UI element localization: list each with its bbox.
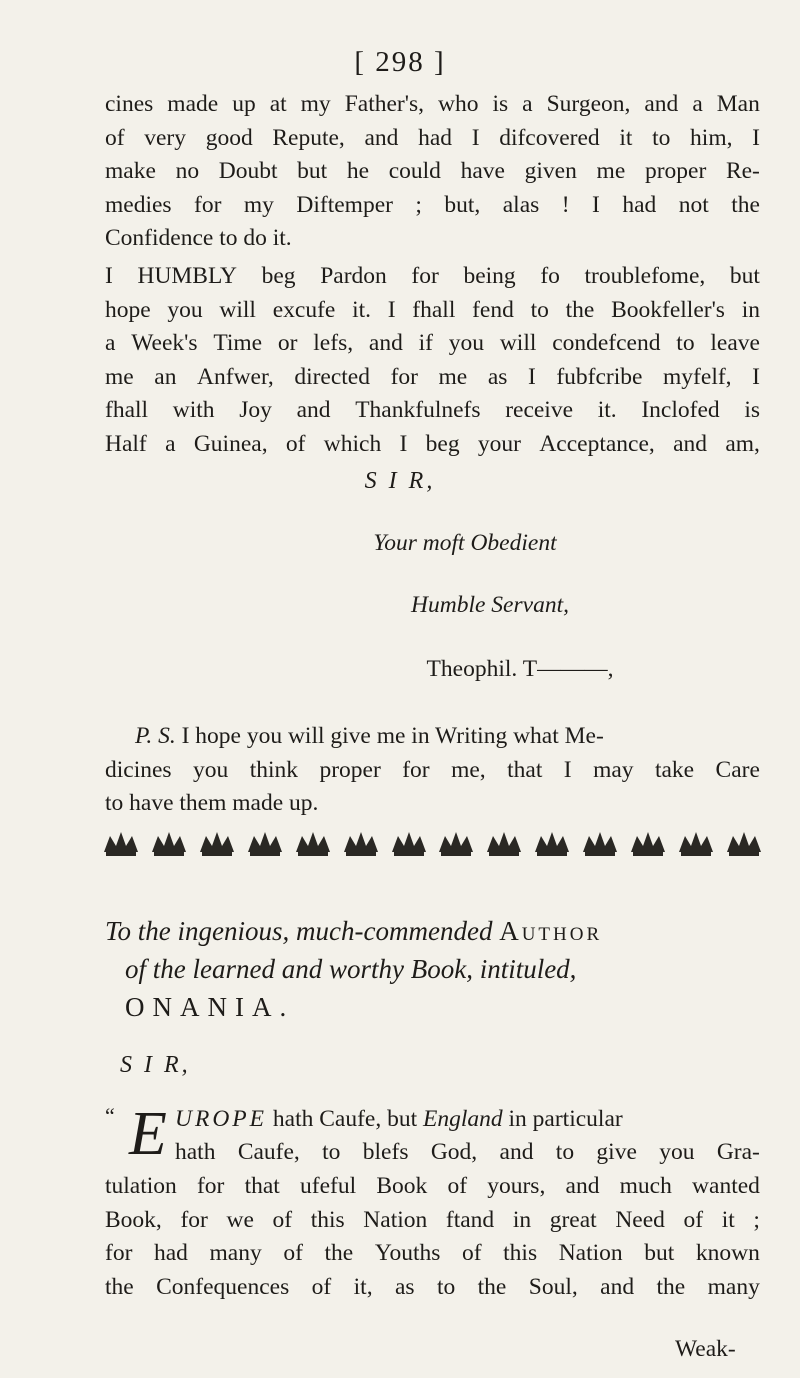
word: Book,	[105, 1206, 162, 1233]
word: give	[596, 1139, 637, 1165]
word: yours,	[487, 1173, 546, 1199]
text-line: Confidence to do it.	[105, 225, 292, 251]
word: Time	[213, 330, 263, 356]
word: troublefome,	[584, 263, 706, 289]
word: to	[555, 1139, 575, 1165]
word: an	[154, 363, 177, 390]
word: proper	[319, 756, 381, 783]
word: and	[644, 91, 679, 117]
word: me	[105, 363, 134, 390]
crown-ornament-icon	[388, 828, 430, 858]
word: me,	[451, 756, 486, 783]
text-line	[105, 155, 760, 189]
word: of	[283, 1240, 303, 1266]
word: Nation	[558, 1240, 623, 1266]
word: of	[461, 1240, 482, 1266]
ps-line-text: I hope you will give me in Writing what Me-	[175, 723, 604, 749]
crown-ornament-icon	[148, 828, 190, 858]
word: for	[411, 263, 439, 289]
word: no	[175, 158, 200, 184]
word: ufeful	[300, 1173, 357, 1199]
text-line	[105, 189, 760, 223]
word: will	[499, 330, 537, 356]
word: made	[167, 91, 219, 117]
word: Caufe,	[237, 1139, 300, 1165]
word: to	[530, 296, 549, 323]
letter-2-opening	[105, 1100, 760, 1170]
text-line	[105, 394, 760, 428]
text-line	[105, 361, 760, 395]
word: in	[741, 296, 760, 323]
text-line	[105, 122, 760, 156]
crown-ornament-icon	[196, 828, 238, 858]
word: and	[368, 330, 403, 356]
word: Anfwer,	[197, 363, 274, 390]
word: may	[593, 756, 634, 783]
word: it,	[353, 1273, 373, 1300]
word: Thankfulnefs	[355, 397, 481, 423]
heading-line-1	[105, 912, 765, 950]
word: fubfcribe	[556, 363, 643, 390]
word: and	[364, 124, 399, 151]
text-fragment: hath Caufe, but	[267, 1106, 418, 1132]
crown-ornament-icon	[483, 828, 525, 858]
word: you	[448, 330, 485, 356]
word: which	[323, 430, 382, 457]
text-line	[105, 1170, 760, 1204]
word: Diftemper	[296, 191, 393, 218]
text-line: to have them made up.	[105, 790, 319, 816]
word: who	[437, 91, 479, 117]
word: the	[565, 296, 595, 323]
word: as	[394, 1273, 415, 1300]
crown-ornament-icon	[100, 828, 142, 858]
word: fo	[540, 263, 560, 289]
heading-author: Author	[499, 916, 603, 946]
word: Acceptance,	[539, 430, 655, 457]
word: you	[167, 296, 203, 323]
word: Gra-	[716, 1139, 760, 1165]
word: is	[744, 397, 760, 423]
word: Nation	[363, 1206, 428, 1233]
heading-line-3: ONANIA.	[125, 992, 295, 1022]
word: receive	[505, 397, 574, 423]
word: this	[310, 1206, 345, 1233]
word: a	[165, 430, 176, 457]
word: I	[399, 430, 408, 457]
heading-italic: To the ingenious, much-commended	[105, 916, 493, 946]
word: medies	[105, 191, 172, 218]
word: it	[619, 124, 633, 151]
word: is	[492, 91, 509, 117]
word: hath	[175, 1139, 216, 1165]
word: difcovered	[499, 124, 600, 151]
word: but	[297, 158, 328, 184]
word: Soul,	[528, 1273, 578, 1300]
word: I	[752, 363, 760, 390]
catchword: Weak-	[675, 1336, 736, 1362]
word: and	[499, 1139, 534, 1165]
word: Need	[615, 1206, 665, 1233]
word: for	[390, 363, 418, 390]
word: but,	[444, 191, 481, 218]
word: leave	[710, 330, 760, 356]
word: could	[388, 158, 441, 184]
open-quote: “	[105, 1103, 115, 1128]
drop-cap: E	[129, 1100, 167, 1168]
word: and	[600, 1273, 635, 1300]
word: take	[654, 756, 695, 783]
word: Father's,	[344, 91, 424, 117]
word: up	[232, 91, 256, 117]
word: ;	[415, 191, 422, 218]
word: Inclofed	[641, 397, 720, 423]
word: excufe	[272, 296, 336, 323]
word: will	[219, 296, 256, 323]
word: very	[144, 124, 187, 151]
word: condefcend	[552, 330, 661, 356]
word: am,	[725, 430, 760, 457]
word: Man	[716, 91, 760, 117]
word: I	[563, 756, 572, 783]
signature: Theophil. T———,	[426, 656, 614, 682]
word: beg	[425, 430, 460, 457]
word: I	[387, 296, 396, 323]
word: known	[695, 1240, 760, 1266]
word: that	[507, 756, 543, 783]
closing-line-1: Your moft Obedient	[373, 530, 557, 556]
word: great	[549, 1206, 597, 1233]
decorative-ornament-row	[100, 826, 765, 860]
word: to	[322, 1139, 341, 1165]
word: many	[707, 1273, 760, 1300]
text-line	[105, 754, 760, 788]
word: had	[418, 124, 453, 151]
word: but	[644, 1240, 675, 1266]
word: fhall	[412, 296, 456, 323]
word: cines	[105, 91, 154, 117]
word: this	[503, 1240, 538, 1266]
word: for	[194, 191, 222, 218]
letter-2-body	[105, 1100, 760, 1304]
word: myfelf,	[663, 363, 732, 390]
paragraph-1	[105, 88, 760, 256]
word: it	[721, 1206, 735, 1233]
word: as	[487, 363, 508, 390]
word: have	[460, 158, 505, 184]
text-line	[175, 1103, 760, 1137]
word: Guinea,	[193, 430, 268, 457]
word: of	[311, 1273, 332, 1300]
word: not	[678, 191, 709, 218]
word: I	[105, 263, 113, 289]
crown-ornament-icon	[340, 828, 382, 858]
word: Pardon	[320, 263, 387, 289]
word: directed	[294, 363, 370, 390]
word: alas	[502, 191, 540, 218]
word: Surgeon,	[546, 91, 631, 117]
word: beg	[261, 263, 296, 289]
word: fhall	[105, 397, 149, 423]
word: had	[622, 191, 657, 218]
heading-line-2: of the learned and worthy Book, intituled,	[125, 954, 577, 984]
word: you	[193, 756, 229, 783]
word: had	[154, 1240, 188, 1266]
text-line	[105, 720, 760, 754]
word: hope	[105, 296, 151, 323]
word: wanted	[692, 1173, 760, 1199]
word: Book	[376, 1173, 428, 1199]
text-line	[175, 1136, 760, 1170]
word: me	[438, 363, 468, 390]
crown-ornament-icon	[292, 828, 334, 858]
word: for	[105, 1240, 133, 1266]
crown-ornament-icon	[531, 828, 573, 858]
ps-label: P. S.	[135, 723, 176, 749]
word: Re-	[725, 158, 760, 184]
word: good	[205, 124, 253, 151]
word: Confequences	[156, 1273, 290, 1300]
word: my	[243, 191, 274, 218]
text-line	[105, 294, 760, 328]
word: it.	[352, 296, 371, 323]
word: dicines	[105, 756, 172, 783]
crown-ornament-icon	[675, 828, 717, 858]
word: if	[418, 330, 433, 356]
text-fragment: in particular	[502, 1106, 623, 1132]
word: much	[619, 1173, 672, 1199]
word: of	[105, 124, 125, 151]
word: lefs,	[313, 330, 354, 356]
word: I	[527, 363, 536, 390]
word: Youths	[374, 1240, 441, 1266]
word: blefs	[362, 1139, 409, 1165]
word: of	[683, 1206, 704, 1233]
word: of	[285, 430, 306, 457]
word: God,	[430, 1139, 478, 1165]
word: a	[692, 91, 703, 117]
word: a	[105, 330, 116, 356]
england-word: England	[423, 1106, 503, 1132]
text-line	[105, 1237, 760, 1271]
word: he	[346, 158, 370, 184]
crown-ornament-icon	[723, 828, 765, 858]
crown-ornament-icon	[435, 828, 477, 858]
text-line	[105, 1204, 760, 1238]
word: tulation	[105, 1173, 177, 1199]
word: for	[196, 1173, 225, 1199]
word: of	[447, 1173, 468, 1199]
word: to	[652, 124, 671, 151]
word: the	[105, 1273, 134, 1300]
salutation: S I R,	[364, 468, 436, 494]
text-line	[105, 260, 760, 294]
letter-heading	[105, 912, 765, 1026]
word: Week's	[131, 330, 198, 356]
word: at	[269, 91, 287, 117]
word: !	[561, 191, 570, 218]
word: the	[324, 1240, 354, 1266]
word: you	[659, 1139, 695, 1165]
word: and	[565, 1173, 600, 1199]
word: Doubt	[218, 158, 278, 184]
europe-word: UROPE	[175, 1106, 268, 1132]
paragraph-2	[105, 260, 760, 461]
word: or	[277, 330, 298, 356]
word: it.	[597, 397, 617, 423]
word: a	[522, 91, 533, 117]
word: I	[471, 124, 480, 151]
word: to	[676, 330, 695, 356]
word: we	[226, 1206, 254, 1233]
word: ftand	[445, 1206, 495, 1233]
word: me	[596, 158, 626, 184]
word: and	[673, 430, 708, 457]
word: for	[180, 1206, 208, 1233]
word: that	[244, 1173, 280, 1199]
word: I	[592, 191, 600, 218]
word: Half	[105, 430, 147, 457]
word: think	[249, 756, 299, 783]
word: in	[512, 1206, 532, 1233]
closing-line-2: Humble Servant,	[411, 592, 569, 618]
crown-ornament-icon	[627, 828, 669, 858]
word: make	[105, 158, 156, 184]
word: but	[729, 263, 760, 289]
word: and	[296, 397, 331, 423]
word: Bookfeller's	[611, 296, 725, 323]
crown-ornament-icon	[244, 828, 286, 858]
word: many	[209, 1240, 262, 1266]
word: Repute,	[272, 124, 345, 151]
salutation-2: S I R,	[120, 1052, 191, 1078]
postscript	[105, 720, 760, 821]
word: given	[524, 158, 577, 184]
word: proper	[644, 158, 707, 184]
word: my	[300, 91, 331, 117]
word: ;	[753, 1206, 760, 1233]
word: him,	[690, 124, 733, 151]
word: Care	[715, 756, 760, 783]
word: your	[477, 430, 521, 457]
word: Joy	[239, 397, 272, 423]
word: the	[731, 191, 760, 218]
word: to	[436, 1273, 456, 1300]
text-line	[105, 1271, 760, 1305]
word: for	[402, 756, 430, 783]
word: I	[752, 124, 760, 151]
word: HUMBLY	[137, 263, 237, 289]
word: with	[172, 397, 215, 423]
word: being	[463, 263, 516, 289]
word: the	[477, 1273, 507, 1300]
page-number: [ 298 ]	[354, 46, 446, 78]
word: fend	[472, 296, 514, 323]
text-line	[105, 327, 760, 361]
word: of	[272, 1206, 293, 1233]
word: the	[656, 1273, 686, 1300]
crown-ornament-icon	[579, 828, 621, 858]
text-line	[105, 88, 760, 122]
text-line	[105, 428, 760, 462]
